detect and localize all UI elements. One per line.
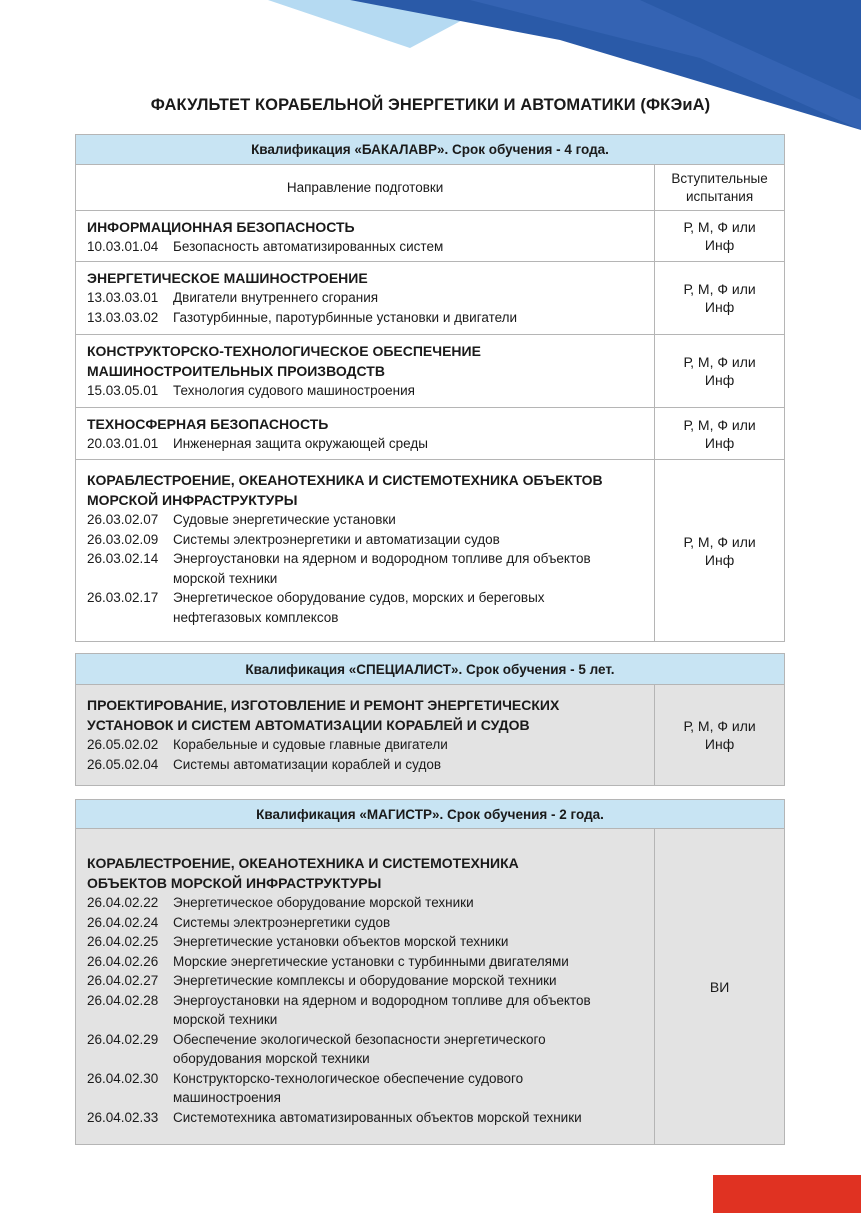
program-code: 15.03.05.01 — [87, 383, 159, 398]
program-item — [87, 1030, 646, 1069]
program-name: Обеспечение экологической безопасности энергетического оборудования морской техники — [173, 1031, 546, 1066]
page-title: ФАКУЛЬТЕТ КОРАБЕЛЬНОЙ ЭНЕРГЕТИКИ И АВТОМАТИКИ (ФКЭиА) — [150, 96, 711, 114]
program-item — [87, 1108, 646, 1128]
bachelor-row — [76, 335, 784, 408]
program-item — [87, 971, 646, 991]
program-item — [87, 530, 646, 550]
program-name: Энергетическое оборудование судов, морских и береговых нефтегазовых комплексов — [173, 590, 545, 625]
entrance-exams-cell: Р, М, Ф или Инф — [683, 354, 756, 388]
program-name: Системы электроэнергетики и автоматизации судов — [173, 531, 500, 547]
program-item — [87, 952, 646, 972]
program-code: 26.04.02.24 — [87, 914, 159, 930]
program-item — [87, 932, 646, 952]
master-table — [75, 799, 785, 1145]
entrance-exams-cell: Р, М, Ф или Инф — [683, 533, 756, 568]
program-code: 26.04.02.29 — [87, 1031, 159, 1047]
program-name: Энергетические комплексы и оборудование морской техники — [173, 973, 557, 988]
program-name: Двигатели внутреннего сгорания — [173, 290, 379, 305]
specialist-heading: Квалификация «СПЕЦИАЛИСТ». Срок обучения - 5 лет. — [76, 654, 784, 685]
program-code: 26.03.02.14 — [87, 551, 159, 566]
program-name: Энергоустановки на ядерном и водородном топливе для объектов морской техники — [173, 992, 591, 1027]
program-code: 26.04.02.27 — [87, 973, 159, 988]
program-name: Системы электроэнергетики судов — [173, 914, 391, 930]
master-heading: Квалификация «МАГИСТР». Срок обучения - 2 года. — [76, 800, 784, 829]
program-code: 10.03.01.04 — [87, 239, 159, 254]
direction-title: ИНФОРМАЦИОННАЯ БЕЗОПАСНОСТЬ — [87, 219, 355, 235]
program-name: Конструкторско-технологическое обеспечение судового машиностроения — [173, 1070, 524, 1105]
program-code: 13.03.03.02 — [87, 309, 159, 325]
bachelor-row — [76, 211, 784, 262]
program-code: 26.04.02.30 — [87, 1070, 159, 1086]
program-name: Энергоустановки на ядерном и водородном топливе для объектов морской техники — [173, 551, 591, 586]
entrance-exams-cell: Р, М, Ф или Инф — [683, 281, 756, 315]
program-item — [87, 549, 646, 588]
direction-title: КОРАБЛЕСТРОЕНИЕ, ОКЕАНОТЕХНИКА И СИСТЕМОТЕХНИКА ОБЪЕКТОВ МОРСКОЙ ИНФРАСТРУКТУРЫ — [87, 472, 603, 508]
direction-title: ПРОЕКТИРОВАНИЕ, ИЗГОТОВЛЕНИЕ И РЕМОНТ ЭНЕРГЕТИЧЕСКИХ УСТАНОВОК И СИСТЕМ АВТОМАТИЗАЦИИ КОРАБЛЕЙ И СУДОВ — [87, 697, 560, 733]
bachelor-row — [76, 262, 784, 335]
program-code: 26.04.02.26 — [87, 953, 159, 969]
program-item — [87, 893, 646, 913]
specialist-row — [76, 685, 784, 785]
entrance-exams-cell: Р, М, Ф или Инф — [683, 219, 756, 253]
program-code: 26.04.02.22 — [87, 895, 159, 910]
program-item — [87, 510, 646, 530]
master-row — [76, 829, 784, 1144]
program-item — [87, 735, 646, 755]
program-name: Судовые энергетические установки — [173, 512, 396, 527]
direction-cell — [76, 685, 655, 785]
direction-cell — [76, 460, 655, 641]
program-item — [87, 381, 646, 401]
direction-title: ТЕХНОСФЕРНАЯ БЕЗОПАСНОСТЬ — [87, 416, 329, 432]
program-name: Энергетическое оборудование морской техники — [173, 895, 474, 910]
program-item — [87, 588, 646, 627]
program-code: 13.03.03.01 — [87, 290, 159, 305]
program-name: Газотурбинные, паротурбинные установки и двигатели — [173, 309, 518, 325]
program-code: 26.05.02.02 — [87, 737, 159, 752]
program-item — [87, 434, 646, 454]
direction-cell — [76, 335, 655, 407]
program-name: Энергетические установки объектов морской техники — [173, 934, 509, 949]
bachelor-column-header — [76, 165, 784, 211]
program-code: 26.04.02.33 — [87, 1109, 159, 1125]
direction-cell — [76, 829, 655, 1144]
program-item — [87, 755, 646, 775]
program-name: Безопасность автоматизированных систем — [173, 239, 444, 254]
direction-cell — [76, 262, 655, 334]
program-name: Технология судового машиностроения — [173, 383, 415, 398]
program-code: 26.05.02.04 — [87, 756, 159, 772]
col-exams-header: Вступительные испытания — [671, 170, 768, 204]
program-item — [87, 1069, 646, 1108]
entrance-exams-cell: Р, М, Ф или Инф — [683, 718, 756, 752]
program-code: 26.03.02.07 — [87, 512, 159, 527]
direction-title: КОРАБЛЕСТРОЕНИЕ, ОКЕАНОТЕХНИКА И СИСТЕМОТЕХНИКА ОБЪЕКТОВ МОРСКОЙ ИНФРАСТРУКТУРЫ — [87, 855, 519, 891]
program-name: Инженерная защита окружающей среды — [173, 436, 428, 451]
program-code: 26.04.02.28 — [87, 992, 159, 1008]
program-name: Системы автоматизации кораблей и судов — [173, 756, 442, 772]
program-code: 26.03.02.09 — [87, 531, 159, 547]
direction-cell — [76, 408, 655, 459]
specialist-table — [75, 653, 785, 786]
program-name: Системотехника автоматизированных объектов морской техники — [173, 1109, 582, 1125]
program-code: 26.03.02.17 — [87, 590, 159, 605]
program-code: 26.04.02.25 — [87, 934, 159, 949]
program-name: Морские энергетические установки с турбинными двигателями — [173, 953, 569, 969]
program-item — [87, 991, 646, 1030]
program-name: Корабельные и судовые главные двигатели — [173, 737, 448, 752]
col-direction-header: Направление подготовки — [76, 165, 655, 210]
entrance-exams-cell: ВИ — [709, 978, 730, 995]
bachelor-row — [76, 460, 784, 641]
entrance-exams-cell: Р, М, Ф или Инф — [683, 416, 756, 451]
program-item — [87, 913, 646, 933]
deco-red-corner — [713, 1175, 861, 1213]
program-item — [87, 288, 646, 308]
direction-cell — [76, 211, 655, 261]
bachelor-heading: Квалификация «БАКАЛАВР». Срок обучения - 4 года. — [76, 135, 784, 165]
program-code: 20.03.01.01 — [87, 436, 159, 451]
bachelor-table — [75, 134, 785, 642]
direction-title: ЭНЕРГЕТИЧЕСКОЕ МАШИНОСТРОЕНИЕ — [87, 270, 368, 286]
program-item — [87, 308, 646, 328]
program-item — [87, 237, 646, 257]
bachelor-row — [76, 408, 784, 460]
direction-title: КОНСТРУКТОРСКО-ТЕХНОЛОГИЧЕСКОЕ ОБЕСПЕЧЕНИЕ МАШИНОСТРОИТЕЛЬНЫХ ПРОИЗВОДСТВ — [87, 343, 481, 379]
